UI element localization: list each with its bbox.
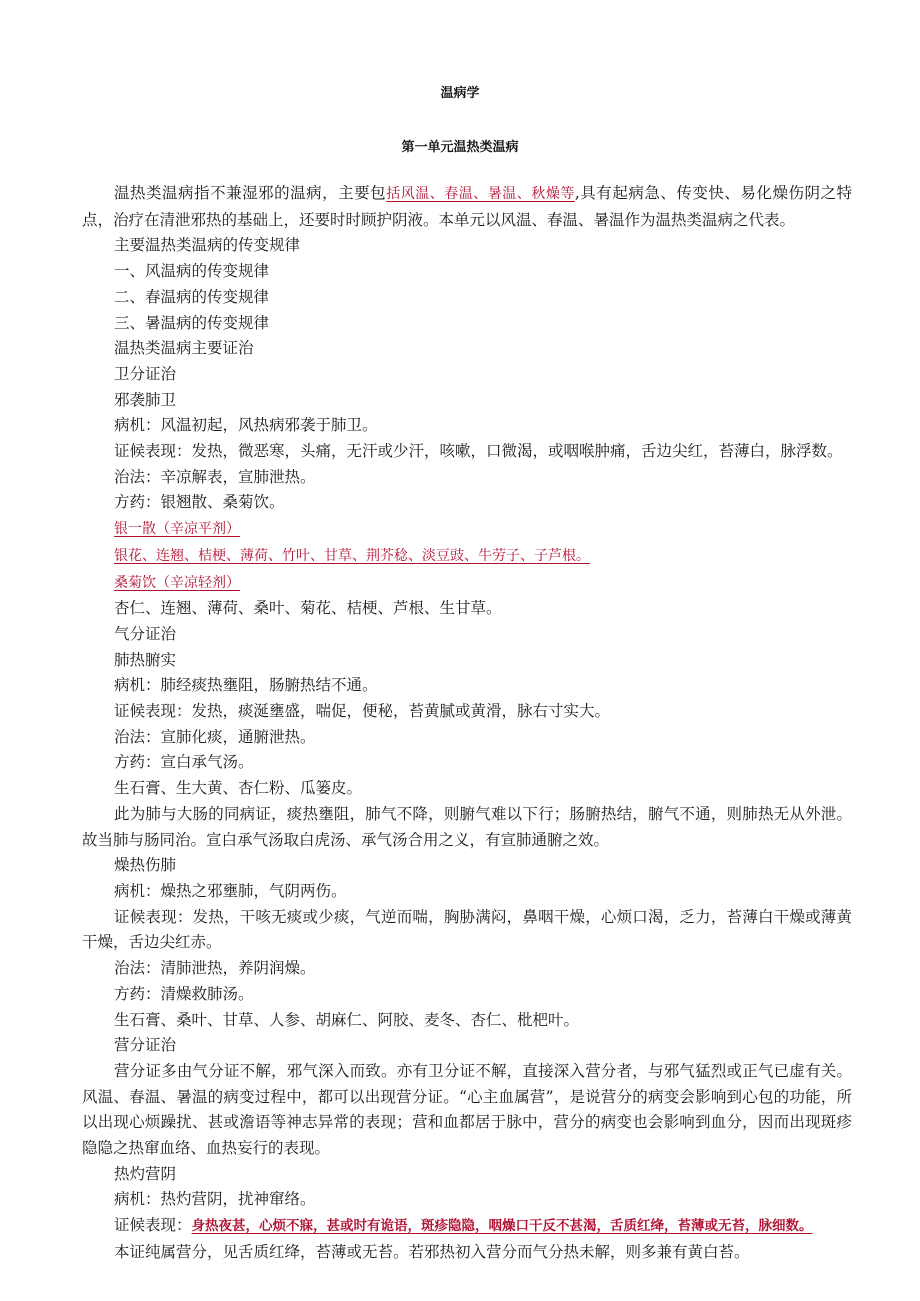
heading-shuwen: 三、暑温病的传变规律 [114,313,270,332]
pathogenesis-line: 病机：燥热之邪壅肺，气阴两伤。 [114,881,347,900]
highlight-yinqiao-ingredients [82,543,852,570]
treatment-line: 治法：宣肺化痰，通腑泄热。 [114,727,316,746]
heading-main-patterns: 温热类温病主要证治 [114,339,254,358]
ingredients-line: 生石膏、桑叶、甘草、人参、胡麻仁、阿胶、麦冬、杏仁、枇杷叶。 [114,1010,580,1029]
pathogenesis-line: 病机：热灼营阴，扰神窜络。 [114,1190,316,1209]
pathogenesis-line: 病机：肺经痰热壅阻，肠腑热结不通。 [114,676,378,695]
formula-line: 方药：清燥救肺汤。 [114,984,254,1003]
formula-line: 方药：宣白承气汤。 [114,753,254,772]
closing-line: 本证纯属营分，见舌质红绛，苔薄或无苔。若邪热初入营分而气分热未解，则多兼有黄白苔。 [114,1242,750,1261]
highlight-sangju-heading [82,570,852,597]
heading-transmission: 主要温热类温病的传变规律 [114,236,301,255]
symptoms-label: 证候表现： [114,1216,192,1235]
heading-chunwen: 二、春温病的传变规律 [114,287,270,306]
intro-highlight: 括风温、春温、暑温、秋燥等 [386,186,575,202]
heading-feire-fushi: 肺热腑实 [114,650,177,669]
document-body [82,181,852,1266]
intro-text-start: 温热类温病指不兼湿邪的温病，主要包 [114,184,387,202]
pathogenesis-line: 病机：风温初起，风热病邪袭于肺卫。 [114,416,378,435]
formula-line: 方药：银翘散、桑菊饮。 [114,493,285,512]
symptoms-highlight-text: 身热夜甚，心烦不寐，甚或时有诡语，斑疹隐隐，咽燥口干反不甚渴，舌质红绛，苔薄或无苔，脉细数。 [191,1218,813,1235]
heading-yingfen: 营分证治 [114,1036,177,1055]
heading-zaore-shangfei: 燥热伤肺 [114,856,177,875]
heading-weifen: 卫分证治 [114,364,177,383]
highlight-sangju-text: 桑菊饮（辛凉轻剂） [114,574,240,591]
symptoms-line: 证候表现：发热，痰涎壅盛，喘促，便秘，苔黄腻或黄滑，脉右寸实大。 [114,702,611,721]
symptoms-paragraph: 证候表现：发热，干咳无痰或少痰，气逆而喘，胸胁满闷，鼻咽干燥，心烦口渴，乏力，苔薄白干燥或薄黄干燥，舌边尖红赤。 [82,907,852,952]
symptoms-line: 证候表现：发热，微恶寒，头痛，无汗或少汗，咳嗽，口微渴，或咽喉肿痛，舌边尖红，苔薄白，脉浮数。 [114,442,843,461]
heading-xiexi-feiwei: 邪袭肺卫 [114,390,177,409]
intro-paragraph [82,181,852,233]
treatment-line: 治法：清肺泄热，养阴润燥。 [114,959,316,978]
treatment-line: 治法：辛凉解表，宣肺泄热。 [114,467,316,486]
document-title: 温病学 [440,86,480,101]
highlight-yinqiao-ingredients-text: 银花、连翘、桔梗、薄荷、竹叶、甘草、荆芥稔、淡豆豉、牛劳子、子芦根。 [114,547,590,564]
sangju-ingredients: 杏仁、连翘、薄荷、桑叶、菊花、桔梗、芦根、生甘草。 [114,599,502,618]
heading-qifen: 气分证治 [114,624,177,643]
highlight-yinqiao-text: 银一散（辛凉平剂） [114,521,240,538]
unit-title: 第一单元温热类温病 [401,140,519,155]
highlight-yinqiao-heading [82,516,852,543]
yingfen-paragraph: 营分证多由气分证不解，邪气深入而致。亦有卫分证不解，直接深入营分者，与邪气猛烈或正气已虚有关。风温、春温、暑温的病变过程中，都可以出现营分证。“心主血属营”，是说营分的病变会影响到心包的功能，所以出现心烦躁扰、甚或澹语等神志异常的表现；营和血都居于脉中，营分的病变也会影响到血分，因而出现斑疹隐隐之热窜血络、血热妄行的表现。 [82,1061,852,1158]
intro-text-end: ,具有起病急、传变快、易化燥伤阴之特点，治疗在清泄邪热的基础上，还要时时顾护阴液。本单元以风温、春温、暑温作为温热类温病之代表。 [82,184,852,229]
symptoms-highlight-line [82,1213,852,1240]
ingredients-line: 生石膏、生大黄、杏仁粉、瓜篓皮。 [114,779,363,798]
heading-rezhuo-yingyin: 热灼营阴 [114,1164,177,1183]
heading-fengwen: 一、风温病的传变规律 [114,262,270,281]
explanation-paragraph: 此为肺与大肠的同病证，痰热壅阻，肺气不降，则腑气难以下行；肠腑热结，腑气不通，则肺热无从外泄。故当肺与肠同治。宣白承气汤取白虎汤、承气汤合用之义，有宣肺通腑之效。 [82,804,852,849]
